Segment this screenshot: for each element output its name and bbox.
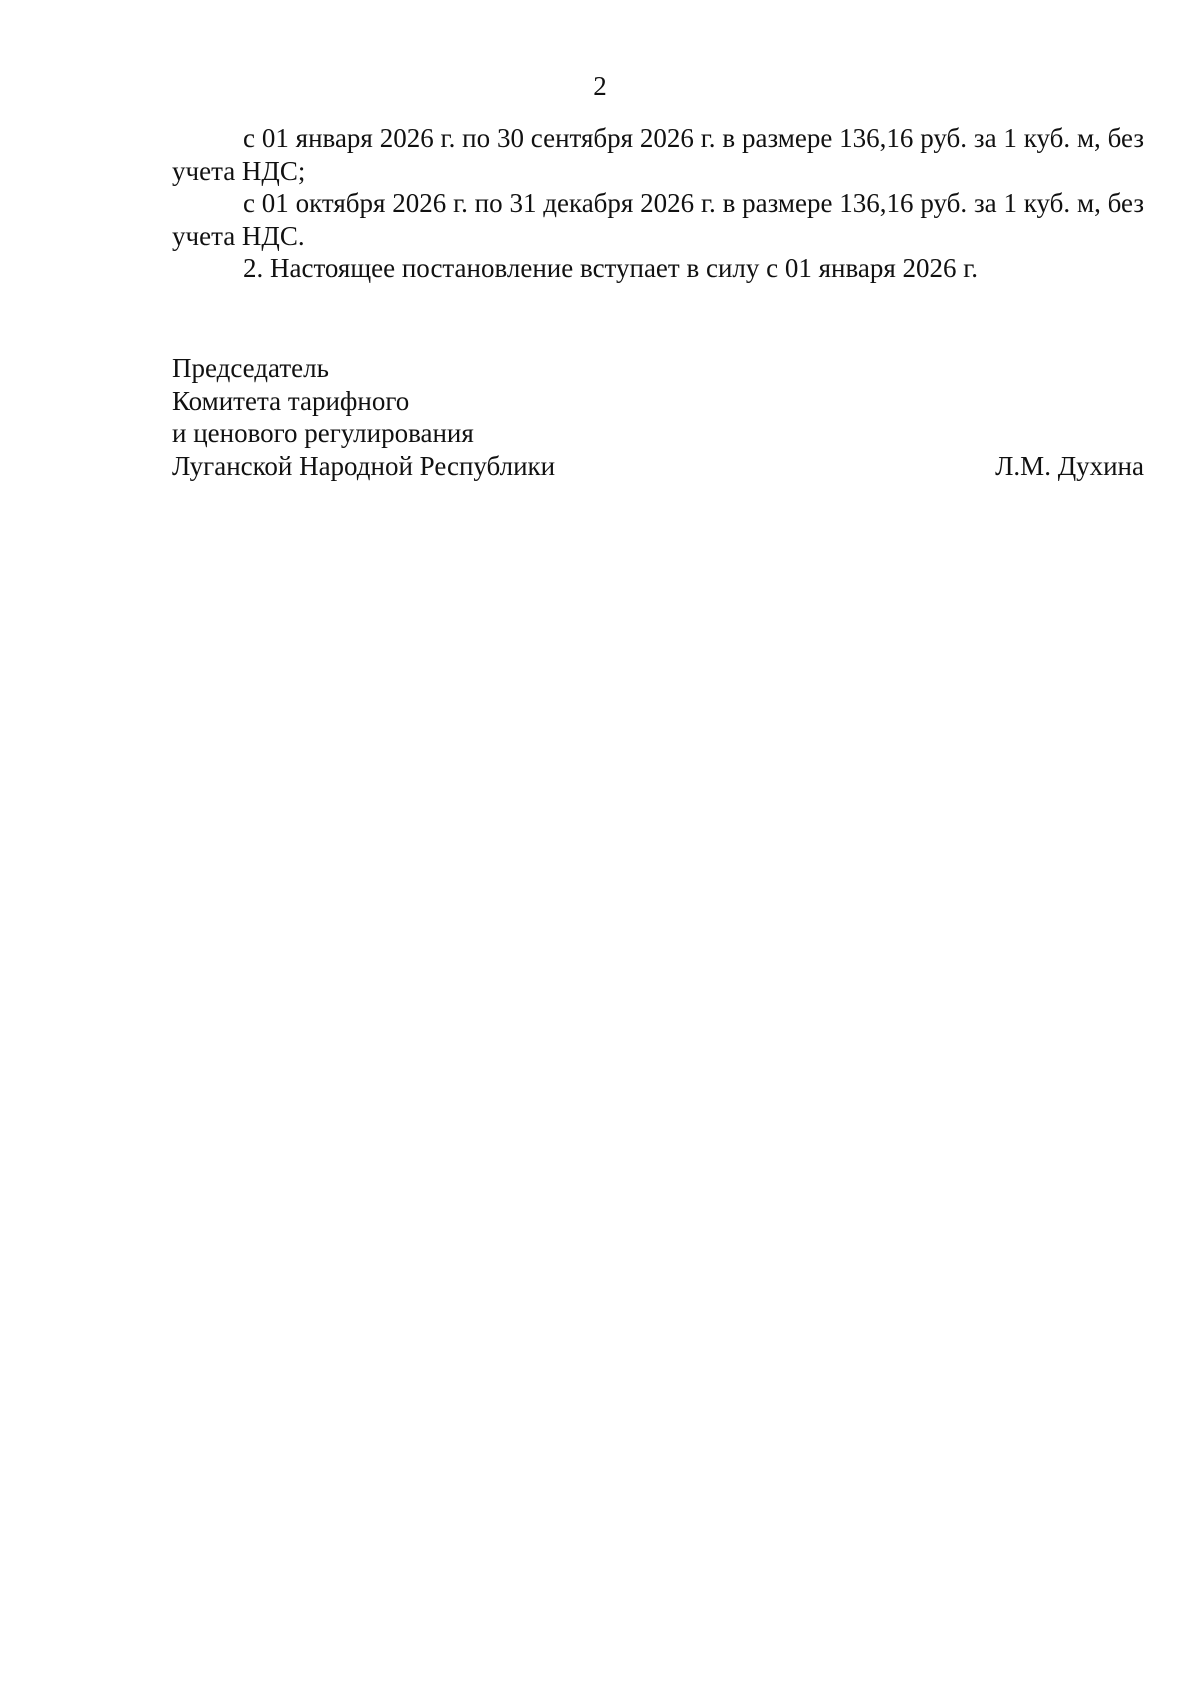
tariff-period-paragraph [172, 122, 1144, 187]
paragraph-line: 2. Настоящее постановление вступает в силу с 01 января 2026 г. [243, 253, 979, 283]
signatory-title-line: Комитета тарифного [172, 385, 410, 416]
paragraph-line: с 01 января 2026 г. по 30 сентября 2026 г. в размере 136,16 руб. [243, 123, 968, 153]
tariff-period-paragraph [172, 187, 1144, 252]
paragraph-line: за 1 куб. м, без учета НДС; [172, 123, 1145, 186]
body-text [172, 122, 1144, 285]
signatory-title-line: Луганской Народной Республики [172, 450, 556, 481]
signatory-title-line: и ценового регулирования [172, 418, 474, 448]
signatory-title-line: Председатель [172, 353, 329, 383]
signatory-name: Л.М. Духина [995, 450, 1144, 481]
effective-date-paragraph [172, 252, 1144, 285]
page-number: 2 [593, 71, 607, 101]
paragraph-line: с 01 октября 2026 г. по 31 декабря 2026 г. в размере 136,16 руб. [243, 188, 968, 218]
signature-block [172, 352, 1144, 482]
signature-last-row [172, 450, 1144, 483]
paragraph-line: за 1 куб. м, без учета НДС. [172, 188, 1145, 251]
